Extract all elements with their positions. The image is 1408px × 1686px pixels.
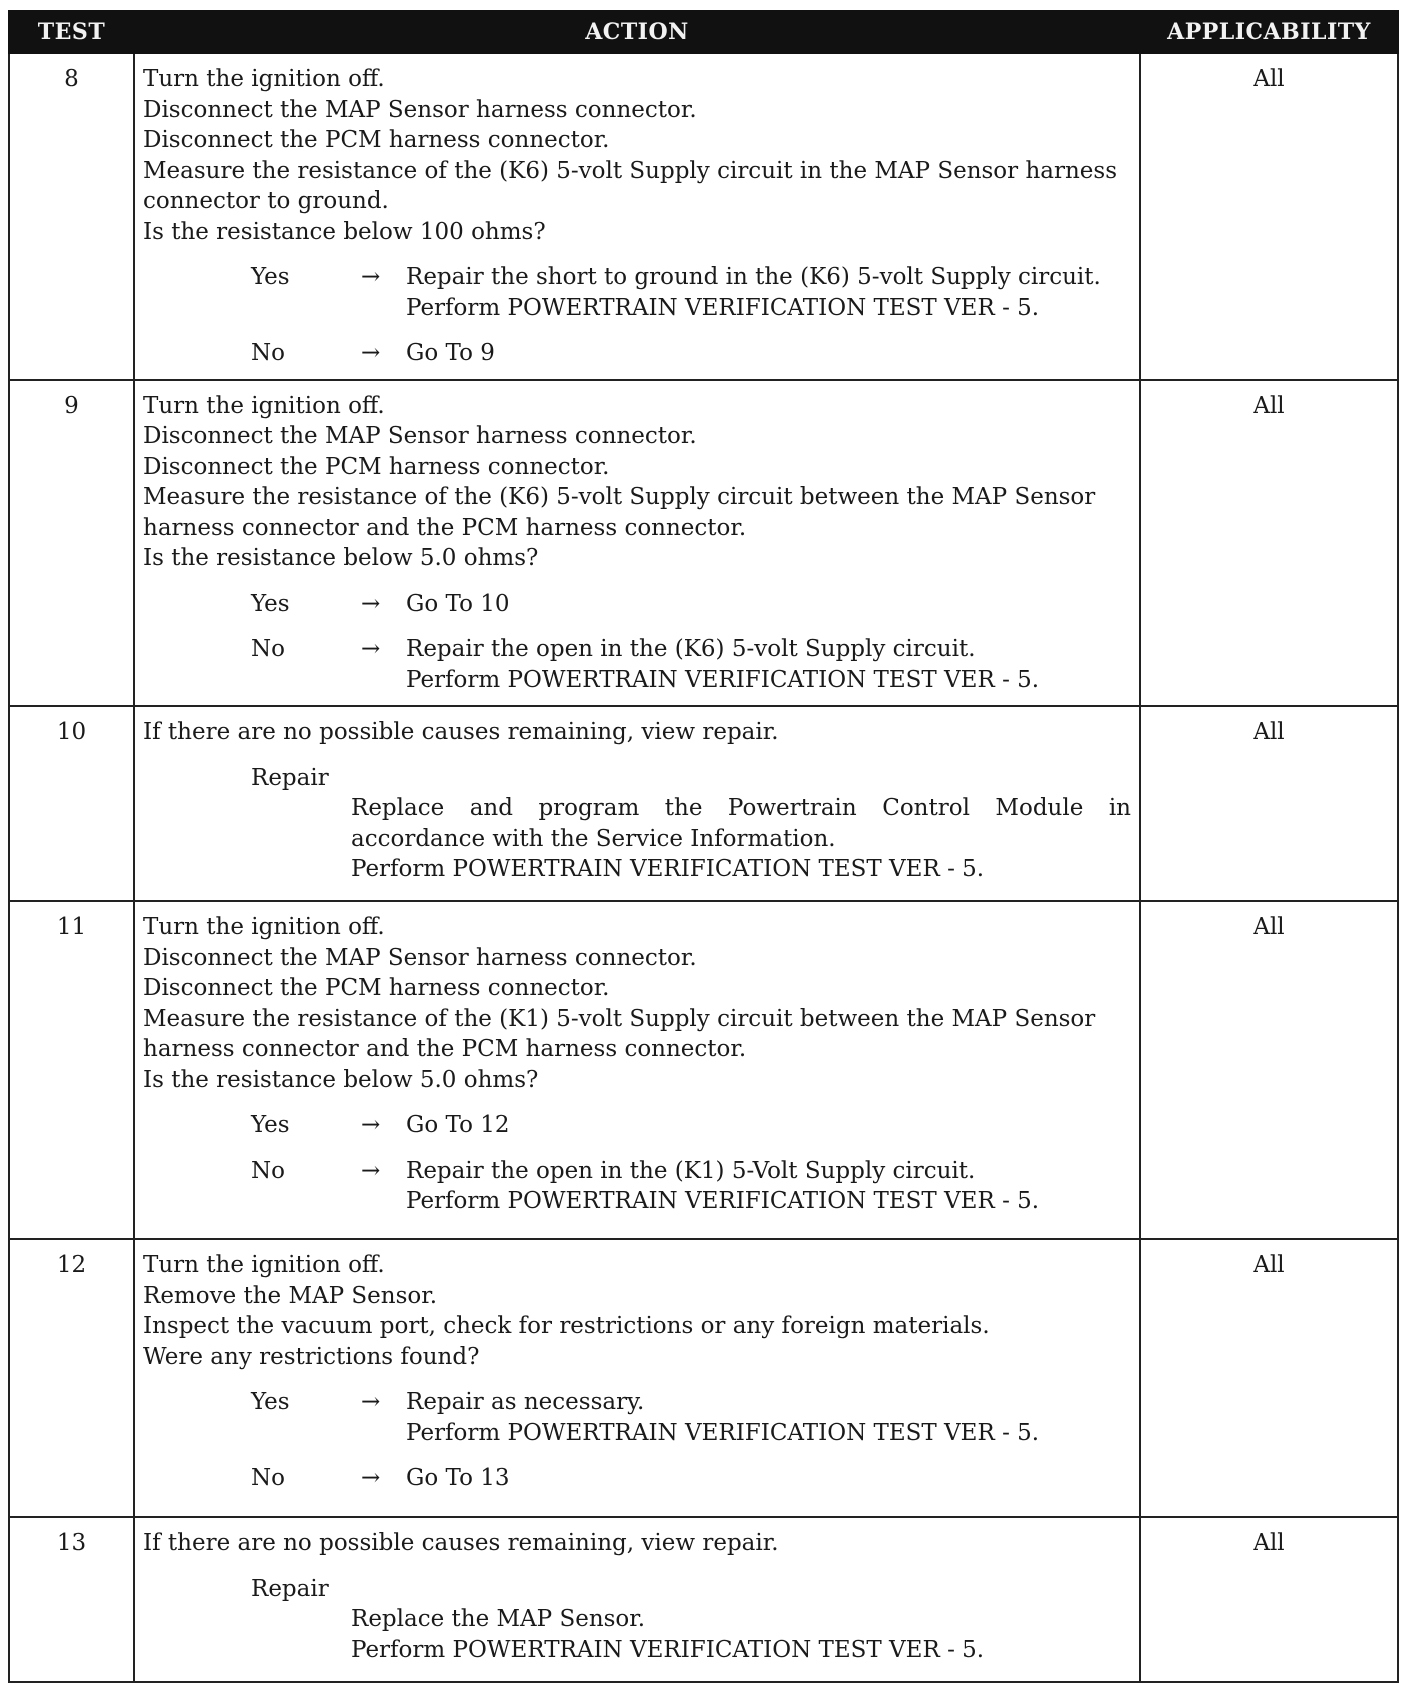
branch-yes bbox=[143, 1110, 1131, 1141]
test-number: 13 bbox=[9, 1517, 134, 1682]
applicability-cell: All bbox=[1140, 706, 1398, 901]
branch-result: Go To 9 bbox=[406, 340, 495, 366]
table-row bbox=[9, 1517, 1398, 1682]
answer-label: Yes bbox=[251, 1389, 290, 1415]
branch-result: Repair as necessary. Perform POWERTRAIN VERIFICATION TEST VER - 5. bbox=[406, 1389, 1040, 1446]
action-text: Turn the ignition off. Disconnect the MAP Sensor harness connector. Disconnect the PCM harness connector. Measure the resistance of the (K1) 5-volt Supply circuit between the MAP Sensor harness connector and the PCM harness connector. Is the resistance below 5.0 ohms? bbox=[143, 914, 1096, 1093]
test-number: 9 bbox=[9, 380, 134, 707]
test-number: 10 bbox=[9, 706, 134, 901]
header-applicability: APPLICABILITY bbox=[1140, 11, 1398, 53]
test-number: 12 bbox=[9, 1239, 134, 1517]
table-row bbox=[9, 1239, 1398, 1517]
test-number: 8 bbox=[9, 53, 134, 380]
branch-yes bbox=[143, 589, 1131, 620]
right-arrow-icon: → bbox=[361, 264, 381, 290]
action-text: If there are no possible causes remaining, view repair. bbox=[143, 719, 779, 745]
branch-result: Repair the open in the (K6) 5-volt Supply circuit. Perform POWERTRAIN VERIFICATION TEST VER - 5. bbox=[406, 636, 1040, 693]
action-text: If there are no possible causes remaining, view repair. bbox=[143, 1530, 779, 1556]
table-header-row bbox=[9, 11, 1398, 53]
table-row bbox=[9, 380, 1398, 707]
answer-label: No bbox=[251, 1465, 285, 1491]
branch-no bbox=[143, 1463, 1131, 1494]
table-row bbox=[9, 901, 1398, 1239]
right-arrow-icon: → bbox=[361, 1157, 381, 1184]
diagnostic-procedure-page bbox=[8, 10, 1397, 1683]
test-number: 11 bbox=[9, 901, 134, 1239]
action-cell bbox=[134, 1517, 1140, 1682]
applicability-cell: All bbox=[1140, 380, 1398, 707]
branch-yes bbox=[143, 1387, 1131, 1448]
repair-instructions: Replace the MAP Sensor. Perform POWERTRAIN VERIFICATION TEST VER - 5. bbox=[351, 1606, 985, 1663]
answer-label: No bbox=[251, 340, 285, 366]
answer-label: Yes bbox=[251, 1112, 290, 1138]
header-test: TEST bbox=[9, 11, 134, 53]
repair-instructions: Replace and program the Powertrain Control Module in accordance with the Service Information. Perform POWERTRAIN VERIFICATION TEST VER - 5. bbox=[351, 795, 1131, 882]
action-text: Turn the ignition off. Disconnect the MAP Sensor harness connector. Disconnect the PCM harness connector. Measure the resistance of the (K6) 5-volt Supply circuit between the MAP Sensor harness connector and the PCM harness connector. Is the resistance below 5.0 ohms? bbox=[143, 392, 1096, 571]
header-action: ACTION bbox=[134, 11, 1140, 53]
action-cell bbox=[134, 706, 1140, 901]
right-arrow-icon: → bbox=[361, 590, 381, 617]
branch-result: Go To 13 bbox=[406, 1465, 510, 1491]
right-arrow-icon: → bbox=[361, 1389, 381, 1415]
right-arrow-icon: → bbox=[361, 636, 381, 662]
applicability-cell: All bbox=[1140, 1517, 1398, 1682]
action-text: Turn the ignition off. Remove the MAP Sensor. Inspect the vacuum port, check for restrictions or any foreign materials. Were any restrictions found? bbox=[143, 1252, 990, 1370]
answer-label: No bbox=[251, 1157, 285, 1184]
right-arrow-icon: → bbox=[361, 340, 381, 366]
right-arrow-icon: → bbox=[361, 1112, 381, 1138]
repair-label: Repair bbox=[251, 764, 329, 791]
repair-label: Repair bbox=[251, 1575, 329, 1602]
branch-yes bbox=[143, 262, 1131, 323]
answer-label: Yes bbox=[251, 590, 290, 617]
branch-result: Go To 10 bbox=[406, 590, 510, 617]
branch-result: Repair the open in the (K1) 5-Volt Supply circuit. Perform POWERTRAIN VERIFICATION TEST VER - 5. bbox=[406, 1157, 1040, 1214]
action-cell bbox=[134, 901, 1140, 1239]
branch-no bbox=[143, 1156, 1131, 1217]
branch-result: Repair the short to ground in the (K6) 5-volt Supply circuit. Perform POWERTRAIN VERIFICATION TEST VER - 5. bbox=[406, 264, 1101, 321]
table-row bbox=[9, 53, 1398, 380]
branch-no bbox=[143, 338, 1131, 369]
table-row bbox=[9, 706, 1398, 901]
action-cell bbox=[134, 380, 1140, 707]
action-text: Turn the ignition off. Disconnect the MAP Sensor harness connector. Disconnect the PCM harness connector. Measure the resistance of the (K6) 5-volt Supply circuit in the MAP Sensor harness connector to ground. Is the resistance below 100 ohms? bbox=[143, 66, 1118, 245]
applicability-cell: All bbox=[1140, 1239, 1398, 1517]
action-cell bbox=[134, 1239, 1140, 1517]
branch-result: Go To 12 bbox=[406, 1112, 510, 1138]
action-cell bbox=[134, 53, 1140, 380]
applicability-cell: All bbox=[1140, 53, 1398, 380]
branch-no bbox=[143, 634, 1131, 695]
answer-label: Yes bbox=[251, 264, 290, 290]
answer-label: No bbox=[251, 636, 285, 662]
applicability-cell: All bbox=[1140, 901, 1398, 1239]
right-arrow-icon: → bbox=[361, 1465, 381, 1491]
diagnostic-test-table bbox=[8, 10, 1399, 1683]
